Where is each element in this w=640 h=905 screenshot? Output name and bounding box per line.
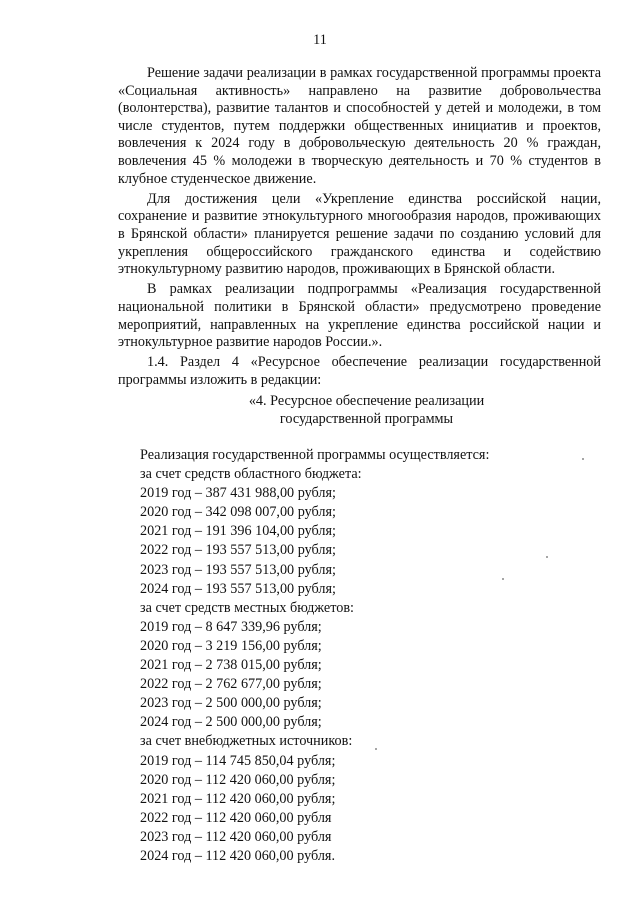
- extrabudgetary-label: за счет внебюджетных источников:: [140, 733, 353, 750]
- funding-intro: Реализация государственной программы осуществляется:: [140, 447, 490, 463]
- scan-speck: [502, 578, 504, 580]
- scan-speck: [546, 556, 548, 558]
- regional-budget-line: 2023 год – 193 557 513,00 рубля;: [140, 561, 336, 578]
- local-budget-line: 2021 год – 2 738 015,00 рубля;: [140, 657, 322, 674]
- section-heading-line-1: «4. Ресурсное обеспечение реализации: [248, 393, 485, 409]
- regional-budget-line: 2024 год – 193 557 513,00 рубля;: [140, 580, 336, 597]
- body-text: [118, 65, 601, 392]
- local-budget-line: 2020 год – 3 219 156,00 рубля;: [140, 637, 322, 654]
- paragraph-social-activity: Решение задачи реализации в рамках государственной программы проекта «Социальная активность» направлено на развитие добровольчества (волонтерства), развитие талантов и способностей у детей и молодежи, в том числе студентов, путем поддержки общественных инициатив и проектов, вовлечения к 2024 году в добровольческую деятельность 20 % граждан, вовлечения 45 % молодежи в творческую деятельность и 70 % студентов в клубное студенческое движение.: [118, 65, 601, 187]
- scan-speck: [375, 748, 377, 750]
- section-heading: [118, 393, 601, 428]
- regional-budget-line: 2022 год – 193 557 513,00 рубля;: [140, 542, 336, 559]
- paragraph-national-unity: Для достижения цели «Укрепление единства российской нации, сохранение и развитие этнокультурного многообразия народов, проживающих в Брянской области» планируется решение задачи по созданию условий для укрепления общероссийского гражданского единства и содействию этнокультурному развитию народов, проживающих в Брянской области.: [118, 190, 601, 278]
- extrabudgetary-line: 2021 год – 112 420 060,00 рубля;: [140, 790, 336, 807]
- paragraph-section-4-amendment: 1.4. Раздел 4 «Ресурсное обеспечение реализации государственной программы изложить в редакции:: [118, 354, 601, 388]
- local-budget-line: 2022 год – 2 762 677,00 рубля;: [140, 676, 322, 693]
- scan-speck: [582, 458, 584, 460]
- regional-budget-line: 2020 год – 342 098 007,00 рубля;: [140, 504, 336, 521]
- local-budget-line: 2024 год – 2 500 000,00 рубля;: [140, 714, 322, 731]
- paragraph-subprogram: В рамках реализации подпрограммы «Реализация государственной национальной политики в Брянской области» предусмотрено проведение мероприятий, направленных на укрепление единства российской нации и этнокультурное развитие народов России.».: [118, 281, 601, 351]
- local-budget-label: за счет средств местных бюджетов:: [140, 599, 354, 616]
- page-number: 11: [313, 32, 327, 48]
- extrabudgetary-line: 2020 год – 112 420 060,00 рубля;: [140, 771, 336, 788]
- regional-budget-line: 2021 год – 191 396 104,00 рубля;: [140, 523, 336, 540]
- extrabudgetary-line: 2022 год – 112 420 060,00 рубля: [140, 809, 332, 826]
- funding-list: [140, 447, 580, 867]
- extrabudgetary-line: 2023 год – 112 420 060,00 рубля: [140, 828, 332, 845]
- local-budget-line: 2023 год – 2 500 000,00 рубля;: [140, 695, 322, 712]
- extrabudgetary-line: 2019 год – 114 745 850,04 рубля;: [140, 752, 336, 769]
- local-budget-line: 2019 год – 8 647 339,96 рубля;: [140, 618, 322, 635]
- regional-budget-label: за счет средств областного бюджета:: [140, 466, 362, 483]
- extrabudgetary-line: 2024 год – 112 420 060,00 рубля.: [140, 847, 336, 864]
- regional-budget-line: 2019 год – 387 431 988,00 рубля;: [140, 485, 336, 502]
- section-heading-line-2: государственной программы: [279, 410, 454, 427]
